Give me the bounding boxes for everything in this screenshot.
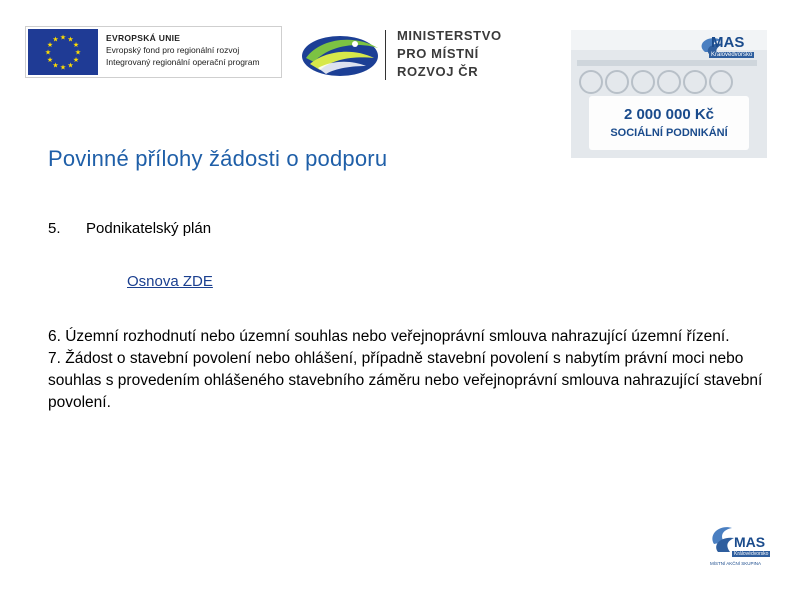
osnova-link[interactable]: Osnova ZDE <box>127 273 213 290</box>
eu-star-icon: ★ <box>52 62 59 70</box>
mmr-logo-text <box>397 27 502 81</box>
mmr-logo-line2: PRO MÍSTNÍ <box>397 46 479 61</box>
promo-brand: MAS <box>711 34 745 51</box>
footer-tagline: MÍSTNÍ AKČNÍ SKUPINA <box>710 561 762 566</box>
promo-text <box>571 105 767 141</box>
eu-logo-line2: Evropský fond pro regionální rozvoj <box>106 45 240 55</box>
eu-flag-icon <box>28 29 98 75</box>
item-5 <box>48 220 211 237</box>
footer-brand: MAS <box>734 534 766 550</box>
promo-subtitle: SOCIÁLNÍ PODNIKÁNÍ <box>610 127 728 139</box>
mmr-logo-line1: MINISTERSTVO <box>397 28 502 43</box>
eu-star-icon: ★ <box>52 36 59 44</box>
eu-star-icon: ★ <box>72 57 80 64</box>
mmr-divider <box>385 30 386 80</box>
mmr-logo-line3: ROZVOJ ČR <box>397 64 479 79</box>
eu-logo-text <box>106 32 260 68</box>
mmr-emblem-icon <box>300 28 382 80</box>
promo-banner <box>571 30 767 158</box>
eu-star-icon: ★ <box>72 42 80 49</box>
item-5-number: 5. <box>48 220 61 237</box>
page-title: Povinné přílohy žádosti o podporu <box>48 146 388 171</box>
footer-mas-logo <box>708 522 776 570</box>
eu-star-icon: ★ <box>46 57 54 64</box>
eu-star-icon: ★ <box>59 34 67 42</box>
paragraph-7: 7. Žádost o stavební povolení nebo ohlášení, případně stavební povolení s nabytím právní moci nebo souhlas s provedením ohlášeného stavebního záměru nebo veřejnoprávní smlouva nahrazující stavební povolení. <box>48 350 763 411</box>
eu-logo <box>25 26 282 78</box>
eu-star-icon: ★ <box>46 42 54 49</box>
eu-star-icon: ★ <box>59 64 67 72</box>
promo-amount: 2 000 000 Kč <box>623 106 715 123</box>
footer-brand-sub: Královédvorsko <box>734 551 769 557</box>
paragraph-6: 6. Územní rozhodnutí nebo územní souhlas nebo veřejnoprávní smlouva nahrazující územní řízení. <box>48 328 730 345</box>
promo-brand-sub: Královédvorsko <box>711 52 753 58</box>
eu-star-icon: ★ <box>74 49 82 57</box>
eu-logo-line3: Integrovaný regionální operační program <box>106 57 260 67</box>
eu-logo-line1: EVROPSKÁ UNIE <box>106 33 181 43</box>
item-5-label: Podnikatelský plán <box>86 220 212 237</box>
body-text <box>48 326 768 414</box>
eu-star-icon: ★ <box>44 49 52 57</box>
eu-star-icon: ★ <box>67 36 74 44</box>
eu-star-icon: ★ <box>67 62 74 70</box>
